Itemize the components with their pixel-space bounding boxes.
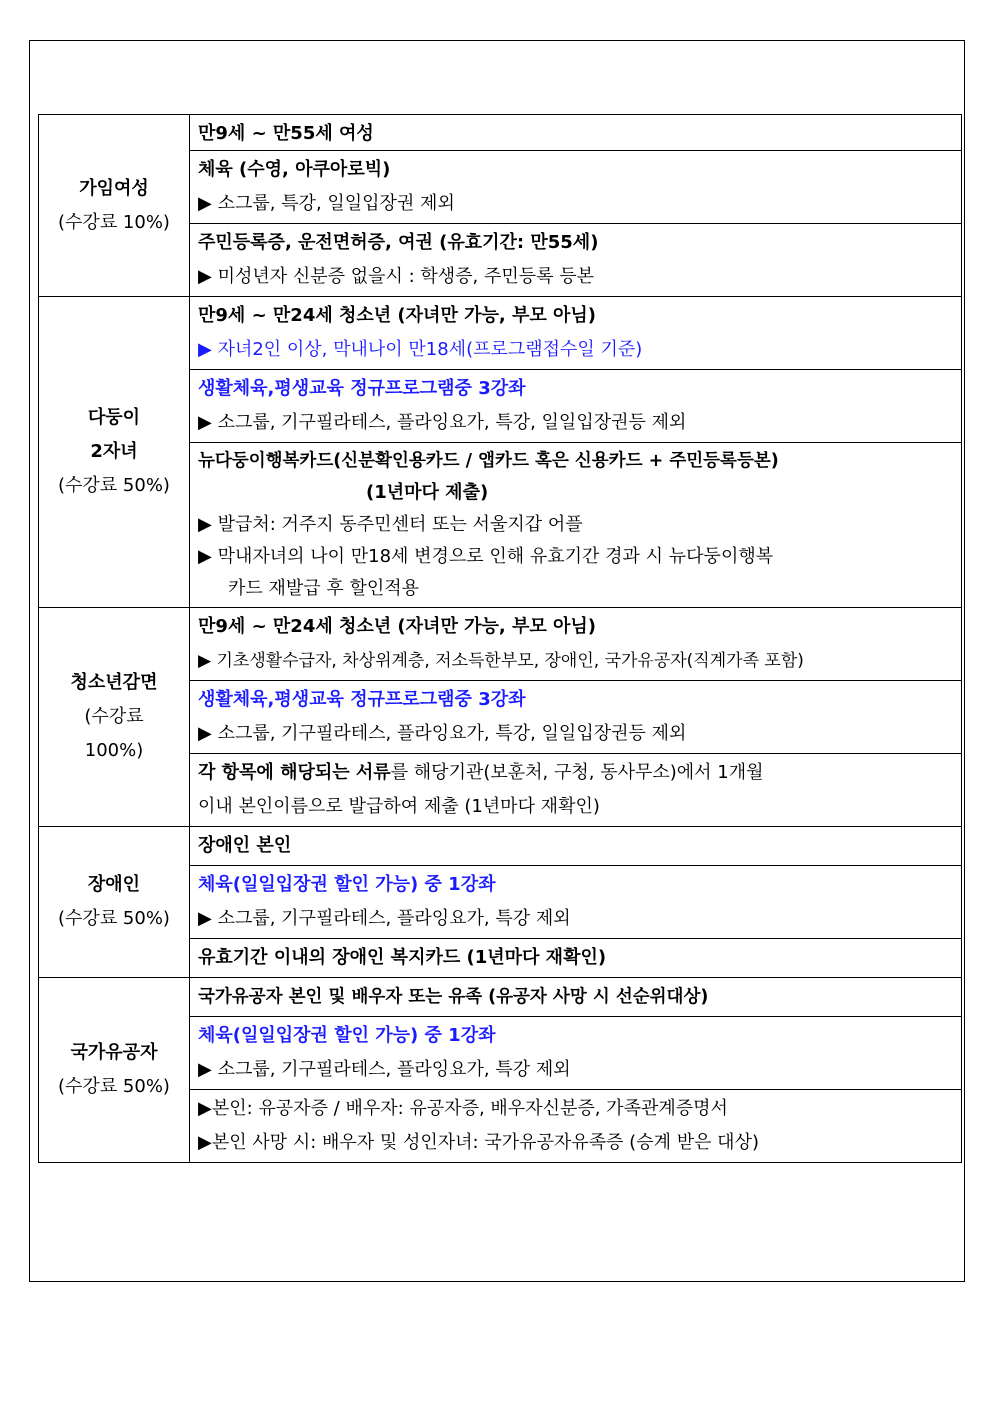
documents-section bbox=[190, 443, 961, 607]
documents-rest-text: 를 해당기관(보훈처, 구청, 동사무소)에서 1개월 bbox=[390, 762, 764, 783]
programs-title: 생활체육,평생교육 정규프로그램중 3강좌 bbox=[198, 378, 526, 399]
documents-title-cont: (1년마다 제출) bbox=[366, 482, 489, 503]
programs-title: 체육 (수영, 아쿠아로빅) bbox=[198, 159, 391, 180]
documents-line-1 bbox=[198, 756, 953, 790]
eligibility-text: 만9세 ~ 만55세 여성 bbox=[198, 123, 374, 144]
programs-note: ▶ 소그룹, 기구필라테스, 플라잉요가, 특강, 일일입장권등 제외 bbox=[198, 723, 687, 744]
details-cell bbox=[190, 115, 962, 297]
category-name: 청소년감면 bbox=[70, 672, 158, 693]
category-fee: (수강료 50%) bbox=[58, 1076, 170, 1097]
programs-note: ▶ 소그룹, 기구필라테스, 플라잉요가, 특강, 일일입장권등 제외 bbox=[198, 412, 687, 433]
category-fee: (수강료 50%) bbox=[58, 475, 170, 496]
programs-section bbox=[190, 151, 961, 224]
details-cell bbox=[190, 827, 962, 978]
documents-bold-text: 각 항목에 해당되는 서류 bbox=[198, 762, 391, 783]
eligibility-section bbox=[190, 608, 961, 681]
table-row bbox=[39, 978, 962, 1163]
documents-note-1: ▶ 발급처: 거주지 동주민센터 또는 서울지갑 어플 bbox=[198, 514, 583, 535]
table-row bbox=[39, 827, 962, 978]
table-row bbox=[39, 297, 962, 608]
documents-title: 뉴다둥이행복카드(신분확인용카드 / 앱카드 혹은 신용카드 + 주민등록등본) bbox=[198, 451, 779, 471]
details-cell bbox=[190, 978, 962, 1163]
documents-section bbox=[190, 224, 961, 296]
documents-note-1: ▶본인: 유공자증 / 배우자: 유공자증, 배우자신분증, 가족관계증명서 bbox=[198, 1098, 728, 1119]
programs-title: 체육(일일입장권 할인 가능) 중 1강좌 bbox=[198, 1025, 496, 1046]
documents-line-2: 이내 본인이름으로 발급하여 제출 (1년마다 재확인) bbox=[198, 796, 600, 817]
category-fee: (수강료 bbox=[84, 706, 144, 727]
eligibility-text: 만9세 ~ 만24세 청소년 (자녀만 가능, 부모 아님) bbox=[198, 616, 597, 637]
eligibility-section bbox=[190, 827, 961, 866]
eligibility-section bbox=[190, 978, 961, 1017]
category-cell bbox=[39, 115, 190, 297]
eligibility-note: ▶ 자녀2인 이상, 막내나이 만18세(프로그램접수일 기준) bbox=[198, 339, 643, 360]
programs-section bbox=[190, 681, 961, 754]
table-row bbox=[39, 115, 962, 297]
eligibility-section bbox=[190, 297, 961, 370]
details-cell bbox=[190, 297, 962, 608]
programs-note: ▶ 소그룹, 기구필라테스, 플라잉요가, 특강 제외 bbox=[198, 1059, 571, 1080]
category-cell bbox=[39, 827, 190, 978]
programs-section bbox=[190, 866, 961, 939]
programs-section bbox=[190, 370, 961, 443]
category-cell bbox=[39, 978, 190, 1163]
eligibility-section bbox=[190, 115, 961, 151]
category-cell bbox=[39, 297, 190, 608]
table-row bbox=[39, 608, 962, 827]
programs-section bbox=[190, 1017, 961, 1090]
programs-note: ▶ 소그룹, 기구필라테스, 플라잉요가, 특강 제외 bbox=[198, 908, 571, 929]
category-name: 국가유공자 bbox=[70, 1042, 158, 1063]
programs-note: ▶ 소그룹, 특강, 일일입장권 제외 bbox=[198, 193, 455, 214]
documents-title: 주민등록증, 운전면허증, 여권 (유효기간: 만55세) bbox=[198, 232, 599, 253]
details-cell bbox=[190, 608, 962, 827]
category-name-line2: 2자녀 bbox=[90, 441, 138, 462]
eligibility-text: 국가유공자 본인 및 배우자 또는 유족 (유공자 사망 시 선순위대상) bbox=[198, 987, 709, 1007]
documents-section bbox=[190, 754, 961, 826]
programs-title: 체육(일일입장권 할인 가능) 중 1강좌 bbox=[198, 874, 496, 895]
documents-title: 유효기간 이내의 장애인 복지카드 (1년마다 재확인) bbox=[198, 947, 607, 968]
documents-note-2: ▶본인 사망 시: 배우자 및 성인자녀: 국가유공자유족증 (승계 받은 대상) bbox=[198, 1132, 759, 1153]
eligibility-note: ▶ 기초생활수급자, 차상위계층, 저소득한부모, 장애인, 국가유공자(직계가족 포함) bbox=[198, 651, 804, 671]
discount-table bbox=[38, 114, 962, 1163]
eligibility-text: 만9세 ~ 만24세 청소년 (자녀만 가능, 부모 아님) bbox=[198, 305, 597, 326]
category-name: 가임여성 bbox=[79, 177, 149, 199]
category-fee: (수강료 50%) bbox=[58, 908, 170, 929]
eligibility-text: 장애인 본인 bbox=[198, 835, 292, 856]
documents-note-2-cont: 카드 재발급 후 할인적용 bbox=[228, 578, 420, 599]
documents-section bbox=[190, 939, 961, 977]
category-name: 장애인 bbox=[87, 874, 141, 895]
documents-section bbox=[190, 1090, 961, 1162]
documents-note: ▶ 미성년자 신분증 없을시 : 학생증, 주민등록 등본 bbox=[198, 266, 595, 287]
category-fee-line2: 100%) bbox=[84, 740, 144, 761]
documents-note-2: ▶ 막내자녀의 나이 만18세 변경으로 인해 유효기간 경과 시 뉴다둥이행복 bbox=[198, 546, 774, 567]
category-cell bbox=[39, 608, 190, 827]
programs-title: 생활체육,평생교육 정규프로그램중 3강좌 bbox=[198, 689, 526, 710]
category-name: 다둥이 bbox=[87, 407, 141, 428]
category-fee: (수강료 10%) bbox=[58, 211, 170, 233]
